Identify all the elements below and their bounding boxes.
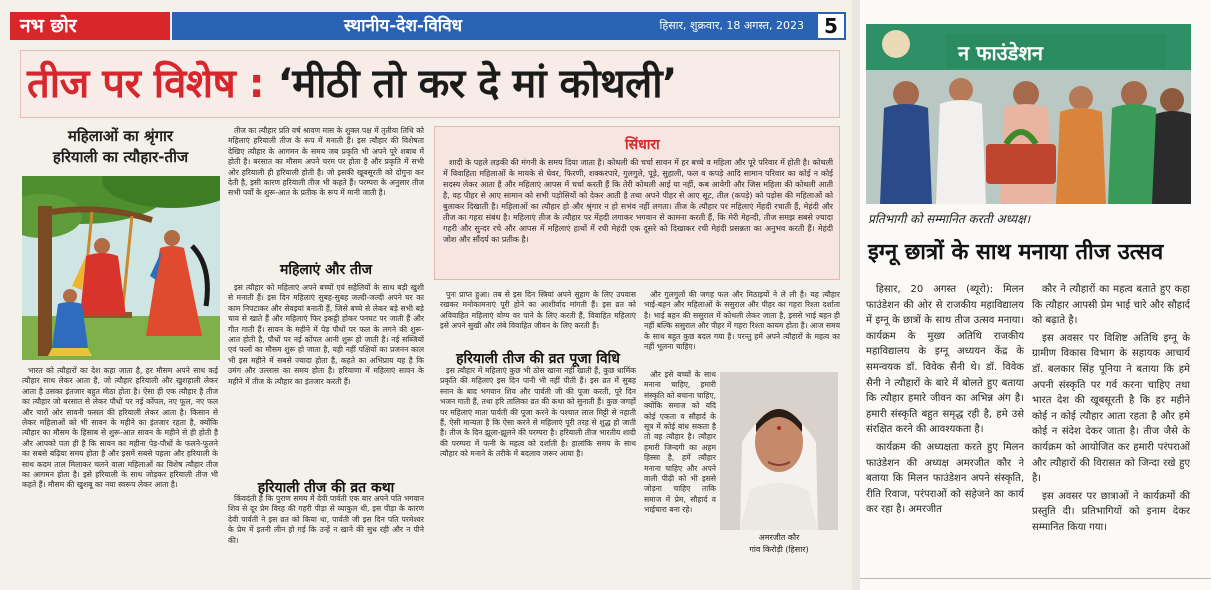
- newspaper-name: नभ छोर: [10, 12, 170, 40]
- clipping-footer-rule: [860, 578, 1211, 590]
- subhead-vrat-katha: हरियाली तीज की व्रत कथा: [257, 480, 395, 496]
- headline-prefix: तीज पर विशेष :: [27, 61, 265, 107]
- article-column-c: [440, 290, 636, 348]
- author-portrait: [720, 372, 838, 530]
- photo-banner-text: न फाउंडेशन: [958, 41, 1044, 65]
- clipping-headline: इग्नू छात्रों के साथ मनाया तीज उत्सव: [868, 240, 1164, 265]
- author-place: गांव किरोड़ी (हिसार): [749, 545, 809, 554]
- article-column-b-bottom: [228, 494, 424, 570]
- dateline: हिसार, शुक्रवार, 18 अगस्त, 2023: [659, 19, 804, 32]
- clipping-para-3: कौर ने त्यौहारों का महत्व बताते हुए कहा कि त्यौहार आपसी प्रेम भाई चारे और सौहार्द को बढ़ाते है।: [1032, 284, 1190, 327]
- feature-subheadline: [28, 126, 213, 168]
- article-column-c2: [440, 366, 636, 570]
- headline-banner: [20, 50, 840, 118]
- sindhara-box: [434, 126, 840, 280]
- article-column-d2: [644, 370, 716, 570]
- clipping-para-5: इस अवसर पर छात्राओं ने कार्यक्रमों की प्रस्तुति दी। प्रतिभागियों को इनाम देकर सम्मानित किया गया।: [1032, 490, 1190, 533]
- column-d2-text: और इसे बच्चों के साथ मनाना चाहिए, हमारी संस्कृति को बचाना चाहिए, क्योंकि समाज को यदि कोई एकता व सौहार्द के सूत्र में कोई बांध सकता है तो वह त्यौहार है। त्यौहार हमारी जिन्दगी का अहम हिस्सा है, हमें त्यौहार मनाना चाहिए और अपने वाली पीढ़ी को भी इससे जोड़ना चाहिए ताकि समाज में प्रेम, सौहार्द व भाईचारा बना रहे।: [644, 370, 716, 515]
- sindhara-body: [443, 157, 833, 277]
- clipping-para-1: हिसार, 20 अगस्त (ब्यूरो): मिलन फाउंडेशन की ओर से राजकीय महाविद्यालय में इग्नू के छात्रों के साथ तीज उत्सव मनाया। कार्यक्रम के मुख्य अतिथि राजकीय महाविद्यालय के इग्नू अध्ययन केंद्र के समन्वयक डॉ. विवेक सैनी थे। डॉ. विवेक सैनी ने त्यौहारों के बारे में बोलते हुए बताया कि त्यौहार हमारे जीवन का अभिन्न अंग है। हमारी संस्कृति बहुत समृद्ध रही है, हमे उसे संरक्षित करने की आवश्यकता है।: [866, 284, 1024, 436]
- column-b-bottom-text: किंवदंती है कि पुराण समय में देवी पार्वती एक बार अपने पति भगवान शिव से दूर प्रेम विरह की गहरी पीड़ा से व्याकुल थी, इस पीड़ा के कारण देवी पार्वती ने इस व्रत को किया था, पार्वती जी इस दिन पति परमेश्वर के प्रेम में इतनी लीन हो गई कि उन्हें न खाने की सुध रही और न पीने की।: [228, 494, 424, 545]
- column-d-text: और गुलगुलों की जगह फल और मिठाइयों ने ले ली है। यह त्यौहार भाई-बहन और महिलाओं के ससुराल और पीहर का गहरा रिश्ता दर्शाता है। भाई बहन की ससुराल में कोथली लेकर जाता है, इससे भाई बहन ही नहीं बल्कि ससुराल और पीहर में गहरा रिश्ता कायम होता है। आज समय के साथ बहुत कुछ बदल गया है। परन्तु हमें अपने त्यौहारों के महत्व का नहीं भूलना चाहिए।: [644, 290, 840, 352]
- subheadline-line-2: हरियाली का त्यौहार-तीज: [52, 148, 189, 166]
- portrait-caption: [720, 532, 838, 556]
- main-headline: [27, 55, 837, 113]
- clipping-column-b: [1032, 282, 1190, 572]
- column-a-text: भारत को त्यौहारों का देश कहा जाता है, हर मौसम अपने साथ कई त्यौहार साथ लेकर आता है, जो त्यौहार हरियाली और खुशहाली लेकर आता है उसका इंतजार बहुत मीठा होता है। ऐसा ही एक त्यौहार है तीज का त्यौहार जो बरसात से लेकर पौधों पर नई कोंपल, नए फूल, नए फल और चारों ओर सावनी फसल की हरियाली लेकर आता है। किसान से लेकर महिलाओं को भी सावन के महीने का इंतजार रहता है, क्योंकि त्यौहार का मौसम के हिसाब से शुरू-आत सावन के महीने से ही होती है और आपको पता ही है कि सावन का महीना पेड़-पौधों के फलने-फूलने का सबसे बढ़िया समय होता है और इसमें सबसे पहला और हरियाली के साथ कदम ताल मिलाकर चलने वाला महिलाओं का विशेष त्यौहार तीज का आगमन होता है। इसे हरियाली के साथ जोड़कर हरियाली तीज भी कहते हैं। मौसम की खुशबू का नया स्वरूप लेकर आता है।: [22, 366, 218, 490]
- headline-title: ‘मीठी तो कर दे मां कोथली’: [277, 61, 677, 107]
- article-column-b-top: [228, 126, 424, 256]
- sindhara-title: सिंधारा: [625, 137, 660, 153]
- subhead-puja-vidhi: हरियाली तीज की व्रत पूजा विधि: [456, 351, 620, 367]
- page-number: 5: [816, 12, 846, 40]
- article-column-a: [22, 366, 218, 570]
- subheadline-line-1: महिलाओं का श्रृंगार: [67, 127, 174, 145]
- news-clipping-right: [860, 0, 1211, 590]
- clipping-para-4: इस अवसर पर विशिष्ट अतिथि इग्नू के ग्रामीण विकास विभाग के सहायक आचार्य डॉ. बलकार सिंह पूनिया ने बताया कि हमे अपनी संस्कृति पर गर्व करना चाहिए तथा भारत देश की खूबसूरती है कि हर महीने कोई न कोई त्यौहार आता रहता है और हमे कोई न संदेश देकर जाता है। तीज जैसे के कार्यक्रम को आयोजित कर हमारी परंपराओं और त्यौहारों की विरासत को जिन्दा रखे हुए है।: [1032, 332, 1190, 485]
- column-c2-text: इस त्यौहार में महिलाएं कुछ भी ठोस खाना नहीं खाती हैं, कुछ धार्मिक प्रकृति की महिलाएं इस दिन पानी भी नहीं पीती हैं। इस व्रत में सुबह स्नान के बाद भगवान शिव और पार्वती जी की पूजा करती, पूरे दिन भजन गाती हैं, तथा हरि तालिका व्रत की कथा को सुनाती हैं। कुछ जगहों पर महिलाएं माता पार्वती की पूजा करने के पश्चात लाल मिट्टी से नहाती हैं, ऐसी मान्यता है कि ऐसा करने से महिलाएं पूरी तरह से शुद्ध हो जाती हैं। तीज के दिन झूला-झूलने की परम्परा है। हरियाली तीज भारतीय शादी की परम्परा में पत्नी के महत्व को दर्शाती है। हालांकि समय के साथ त्यौहार को मनाने के तरीके में बदलाव जरूर आया है।: [440, 366, 636, 459]
- column-b-top-text: तीज का त्यौहार प्रति वर्ष श्रावण मास के शुक्ल पक्ष में तृतीया तिथि को महिलाएं हरियाली तीज के रूप में मनाती हैं। इस त्यौहार की विशेषता देखिए त्यौहार के आगमन के समय जब प्रकृति भी अपने पूरे शबाब में होती है। बरसात का मौसम अपने चरम पर होता है और प्रकृति में सभी ओर हरियाली ही हरियाली होती है। जो इसकी खूबसूरती को दोगुना कर देती है, इसी कारण हरियाली तीज भी कहते हैं। परम्परा के अनुसार तीज सभी पर्वों के शुरू-आत के प्रतीक के रूप में मानी जाती है।: [228, 126, 424, 198]
- article-column-d: [644, 290, 840, 368]
- clipping-column-a: [866, 282, 1024, 572]
- sindhara-text: शादी के पहले लड़की की मंगनी के समय दिया जाता है। कोथली की चर्चा सावन में हर बच्चे व महिला और पूरे परिवार में होती है। कोथली में विवाहिता महिलाओं के मायके से घेवर, फिरणी, शक्करपारे, गुलगुले, पूड़े, सुहाली, फल व कपड़े आदि सामान परिवार का कोई न कोई सदस्य लेकर आता है और महिलाएं आपस में चर्चा करती हैं कि तेरी कोथली आई या नहीं, कब आवेगी और जिस महिला की कोथली आती है, वह पीहर से आए सामान को सभी पड़ोसियों को देकर आती है तथा अपने पीहर से आए सूट, तील (कपड़े) को पड़ोस की महिलाओं को बुलाकर दिखाती है। महिलाओं का त्यौहार हो और श्रृंगार न हो सभंव नहीं लगता। तीज के त्यौहार पर महिलाएं मेंहदी रचाती हैं, मेहंदी और तीज का गहरा संबंध है। महिलाएं तीज के त्यौहार पर मेंहदी लगाकर भगवान से कामना करती हैं, कि मेरी मेहन्दी, तीज समझ सबसे ज्यादा गहरी और सुन्दर रचे और आपस में महिलाएं हाथों में रची मेहंदी एक दूसरे को दिखाकर रची मेहंदी प्रसन्नता का अनुभव करती हैं। मेहंदी जोश और सौंदर्य का प्रतीक है।: [443, 158, 833, 244]
- photo-caption: प्रतिभागी को सम्मानित करती अध्यक्ष।: [868, 212, 1031, 226]
- subhead-women-teej: महिलाएं और तीज: [279, 262, 373, 278]
- masthead: [10, 12, 846, 40]
- clipping-para-2: कार्यक्रम की अध्यक्षता करते हुए मिलन फाउंडेशन की अध्यक्ष अमरजीत कौर ने बताया कि मिलन फाउंडेशन अपने संस्कृति, रीति रिवाज, परंपराओं को सहेजने का कार्य कर रहा है। अमरजीत: [866, 441, 1024, 516]
- event-photo: [866, 24, 1191, 204]
- column-c-text: पुनः प्राप्त हुआ। तब से इस दिन स्त्रियां अपने सुहाग के लिए उपवास रखकर मनोकामनाएं पूरी होने का आशीर्वाद मांगती हैं। इस व्रत को अविवाहित महिलाएं योग्य वर पाने के लिए करती हैं, विवाहित महिलाएं इसे अपने सुखी और लंबे विवाहित जीवन के लिए करती हैं।: [440, 290, 636, 331]
- section-title: स्थानीय-देश-विविध: [172, 12, 816, 40]
- author-name: अमरजीत कौर: [758, 533, 800, 542]
- swing-illustration: [22, 176, 220, 360]
- column-b-mid-text: इस त्यौहार को महिलाएं अपने बच्चों एवं सहेलियों के साथ बड़ी खुशी से मनाती हैं। इस दिन महिलाएं सुबह-सुबह जल्दी-जल्दी अपने घर का काम निपटाकर और सेवइयां बनाती हैं, जिसे बच्चे से लेकर बड़े सभी बड़े चाव से खाते हैं और महिलाएं फिर इकट्ठी होकर पनघट पर जाती हैं और गीत गाती हैं। सावन के महीने में पेड़ पौधों पर फल के लगने की शुरू-आत होती है, पौधों पर नई कोंपल आनी शुरू हो जाती है। नई सब्जियों एवं फलों का मौसम शुरू हो जाता है, यही नहीं पक्षियों का प्रजनन काल भी इस महीने में सबसे ज्यादा होता है, कहते का अभिप्राय यह है कि उमंग और उल्लास का समय होता है। हरियाणा में महिलाएं सावन के महीने में तीज के त्यौहार का इंतजार करती हैं।: [228, 283, 424, 386]
- article-column-b-mid: [228, 283, 424, 477]
